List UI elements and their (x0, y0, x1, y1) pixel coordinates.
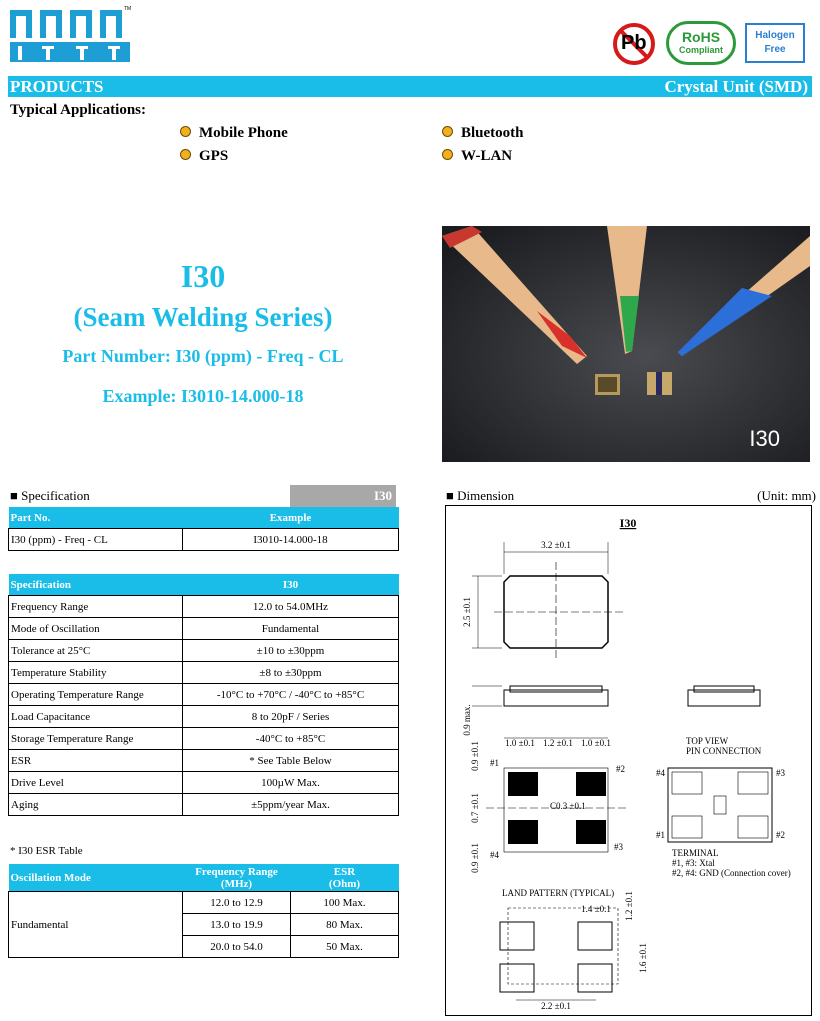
pin3-label: #3 (614, 842, 623, 852)
bullet-icon (442, 149, 453, 160)
table-row: 20.0 to 54.0 50 Max. (9, 936, 399, 958)
bar-products: PRODUCTS (10, 77, 104, 96)
dim-v1: 0.9 ±0.1 (470, 741, 480, 771)
tv-pin2: #2 (776, 830, 785, 840)
logo-tm: TM (124, 6, 132, 12)
dimension-unit: (Unit: mm) (757, 488, 816, 503)
spec-tag: I30 (290, 485, 396, 507)
dim-thick: 0.9 max. (462, 704, 472, 736)
pb-free-badge (612, 22, 656, 66)
lp-v: 1.6 ±0.1 (638, 943, 648, 973)
bullet-icon (442, 126, 453, 137)
app-wlan: W-LAN (442, 147, 512, 165)
product-name: I30 (180, 258, 226, 294)
pb-label: Pb (621, 32, 647, 54)
dim-p1: 1.0 ±0.1 (505, 738, 535, 748)
table-row: Fundamental 12.0 to 12.9 100 Max. (9, 892, 399, 914)
dim-p3: 1.0 ±0.1 (581, 738, 611, 748)
example-header: Example (183, 507, 399, 529)
table-row: ESR * See Table Below (9, 750, 399, 772)
top-view-label: TOP VIEW (686, 736, 729, 746)
esr-table (8, 864, 399, 958)
halogen-line1: Halogen (755, 30, 795, 41)
esr-freq-header: Frequency Range (MHz) (183, 864, 291, 892)
spec-title: ■ Specification (10, 488, 90, 503)
dimension-drawing (445, 505, 812, 1016)
partno-example: I3010-14.000-18 (183, 529, 399, 551)
table-row: Temperature Stability ±8 to ±30ppm (9, 662, 399, 684)
spec-table (8, 574, 399, 816)
esr-mode: Fundamental (9, 892, 183, 958)
bullet-icon (180, 149, 191, 160)
product-photo (442, 226, 810, 462)
partno-header: Part No. (9, 507, 183, 529)
lp-height: 1.2 ±0.1 (624, 891, 634, 921)
table-row: Storage Temperature Range -40°C to +85°C (9, 728, 399, 750)
rohs-label: RoHS (681, 29, 721, 45)
lp-total: 2.2 ±0.1 (541, 1001, 571, 1011)
dim-model: I30 (619, 516, 637, 530)
halogen-line2: Free (764, 44, 786, 55)
table-row: Operating Temperature Range -10°C to +70°C / -40°C to +85°C (9, 684, 399, 706)
dimension-title: ■ Dimension (446, 488, 515, 503)
products-bar (8, 76, 812, 97)
terminal-1: #1, #3: Xtal (672, 858, 715, 868)
app-bluetooth: Bluetooth (442, 124, 524, 142)
partno-table (8, 507, 399, 551)
esr-title: * I30 ESR Table (10, 845, 83, 857)
table-row: Load Capacitance 8 to 20pF / Series (9, 706, 399, 728)
table-row: Aging ±5ppm/year Max. (9, 794, 399, 816)
pin1-label: #1 (490, 758, 499, 768)
applications-title: Typical Applications: (10, 102, 146, 118)
terminal-label: TERMINAL (672, 848, 719, 858)
dim-height: 2.5 ±0.1 (462, 597, 472, 627)
rohs-sub: Compliant (679, 45, 723, 55)
product-series: (Seam Welding Series) (73, 302, 333, 332)
table-row: Mode of Oscillation Fundamental (9, 618, 399, 640)
tv-pin1: #1 (656, 830, 665, 840)
tv-pin4: #4 (656, 768, 665, 778)
bullet-icon (180, 126, 191, 137)
company-logo (8, 8, 134, 64)
dim-width: 3.2 ±0.1 (541, 540, 571, 550)
dim-p2: 1.2 ±0.1 (543, 738, 573, 748)
app-gps: GPS (180, 147, 228, 165)
table-row: Drive Level 100µW Max. (9, 772, 399, 794)
dim-v2: 0.7 ±0.1 (470, 793, 480, 823)
land-title: LAND PATTERN (TYPICAL) (502, 888, 615, 898)
esr-mode-header: Oscillation Mode (9, 864, 183, 892)
dim-chamfer: C0.3 ±0.1 (550, 801, 586, 811)
spec-model-header: I30 (183, 574, 399, 596)
esr-ohm-header: ESR (Ohm) (291, 864, 399, 892)
table-row: 13.0 to 19.9 80 Max. (9, 914, 399, 936)
spec-header: Specification (9, 574, 183, 596)
bar-category: Crystal Unit (SMD) (664, 77, 808, 96)
example: Example: I3010-14.000-18 (102, 386, 304, 406)
part-number: Part Number: I30 (ppm) - Freq - CL (62, 346, 344, 366)
pin4-label: #4 (490, 850, 499, 860)
photo-label: I30 (749, 426, 780, 451)
partno-value: I30 (ppm) - Freq - CL (9, 529, 183, 551)
dim-v3: 0.9 ±0.1 (470, 843, 480, 873)
pin-conn-label: PIN CONNECTION (686, 746, 762, 756)
lp-width: 1.4 ±0.1 (581, 904, 611, 914)
tv-pin3: #3 (776, 768, 785, 778)
app-mobile: Mobile Phone (180, 124, 288, 142)
terminal-2: #2, #4: GND (Connection cover) (672, 868, 791, 878)
table-row: Tolerance at 25°C ±10 to ±30ppm (9, 640, 399, 662)
rohs-badge (666, 21, 736, 65)
table-row: Frequency Range 12.0 to 54.0MHz (9, 596, 399, 618)
pin2-label: #2 (616, 764, 625, 774)
halogen-free-badge (745, 23, 805, 63)
